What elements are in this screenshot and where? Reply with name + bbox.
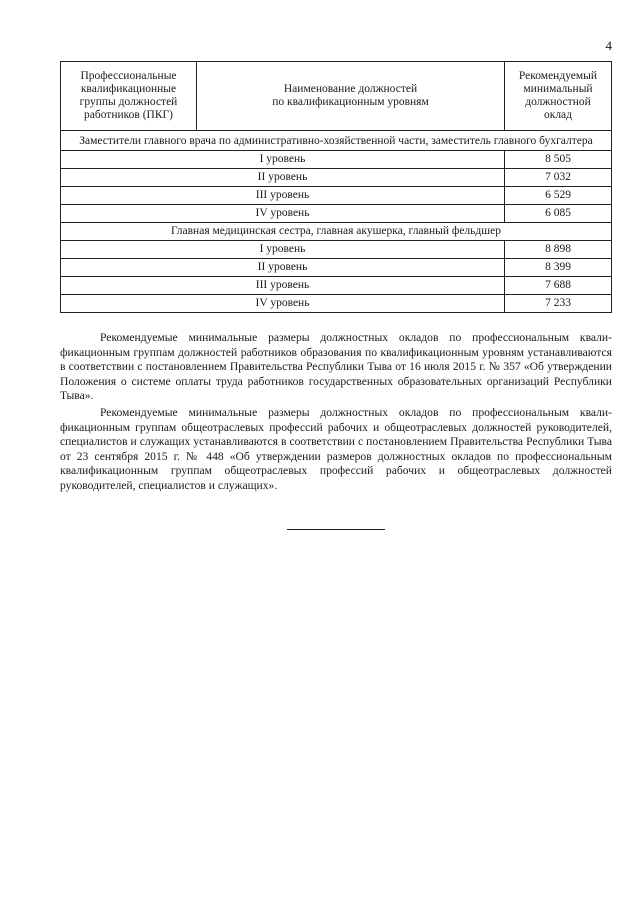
header-salary [505,62,612,131]
salary-cell: 6 529 [505,187,612,205]
table-row [61,205,612,223]
section-row-nursing [61,223,612,241]
page-number: 4 [605,38,612,53]
header-line: Наименование должностей [283,83,418,95]
header-line: работников (ПКГ) [84,109,173,121]
salary-cell: 7 032 [505,169,612,187]
salary-cell: 7 233 [505,295,612,313]
header-line: группы должностей [79,96,178,108]
section-row-deputies [61,131,612,151]
paragraph-education: Рекомендуемые минимальные размеры должностных окладов по профессиональным квалификационным группам должностей работников образования по квалификационным уровням устанавливаются в соответствии с постановлением Правительства Республики Тыва от 16 июля 2015 г. № 357 «Об утверждении Положения о системе оплаты труда работников государственных образовательных организаций Республики Тыва». [60,331,612,403]
table-row [61,169,612,187]
header-pkg [61,62,197,131]
header-line: должностной [525,96,591,108]
end-divider [287,529,385,530]
level-cell: I уровень [61,241,505,259]
header-line: минимальный [523,83,593,95]
table-row [61,295,612,313]
table-row [61,259,612,277]
level-cell: IV уровень [61,295,505,313]
header-line: по квалификационным уровням [272,96,429,108]
salary-cell: 8 898 [505,241,612,259]
level-cell: II уровень [61,259,505,277]
table-row [61,151,612,169]
header-line: Профессиональные [80,70,177,82]
salary-table [60,61,612,313]
table-row [61,241,612,259]
salary-cell: 7 688 [505,277,612,295]
level-cell: II уровень [61,169,505,187]
header-line: оклад [543,109,573,121]
level-cell: I уровень [61,151,505,169]
salary-cell: 8 505 [505,151,612,169]
level-cell: III уровень [61,277,505,295]
salary-cell: 8 399 [505,259,612,277]
header-positions [197,62,505,131]
section-title: Заместители главного врача по административно-хозяйственной части, заместитель главного бухгалтера [61,131,612,151]
header-line: Рекомендуемый [518,70,598,82]
level-cell: III уровень [61,187,505,205]
table-row [61,277,612,295]
salary-cell: 6 085 [505,205,612,223]
header-line: квалификационные [80,83,177,95]
table-header-row [61,62,612,131]
paragraph-general-professions: Рекомендуемые минимальные размеры должностных окладов по профессиональным квалификационным группам общеотраслевых профессий рабочих и общеотраслевых должностей руководителей, специалистов и служащих устанавливаются в соответствии с постановлением Правительства Республики Тыва от 23 сентября 2015 г. № 448 «Об утверждении размеров должностных окладов по профессиональным квалификационным группам общеотраслевых профессий рабочих и общеотраслевых должностей руководителей, специалистов и служащих». [60,406,612,492]
section-title: Главная медицинская сестра, главная акушерка, главный фельдшер [61,223,612,241]
level-cell: IV уровень [61,205,505,223]
table-row [61,187,612,205]
